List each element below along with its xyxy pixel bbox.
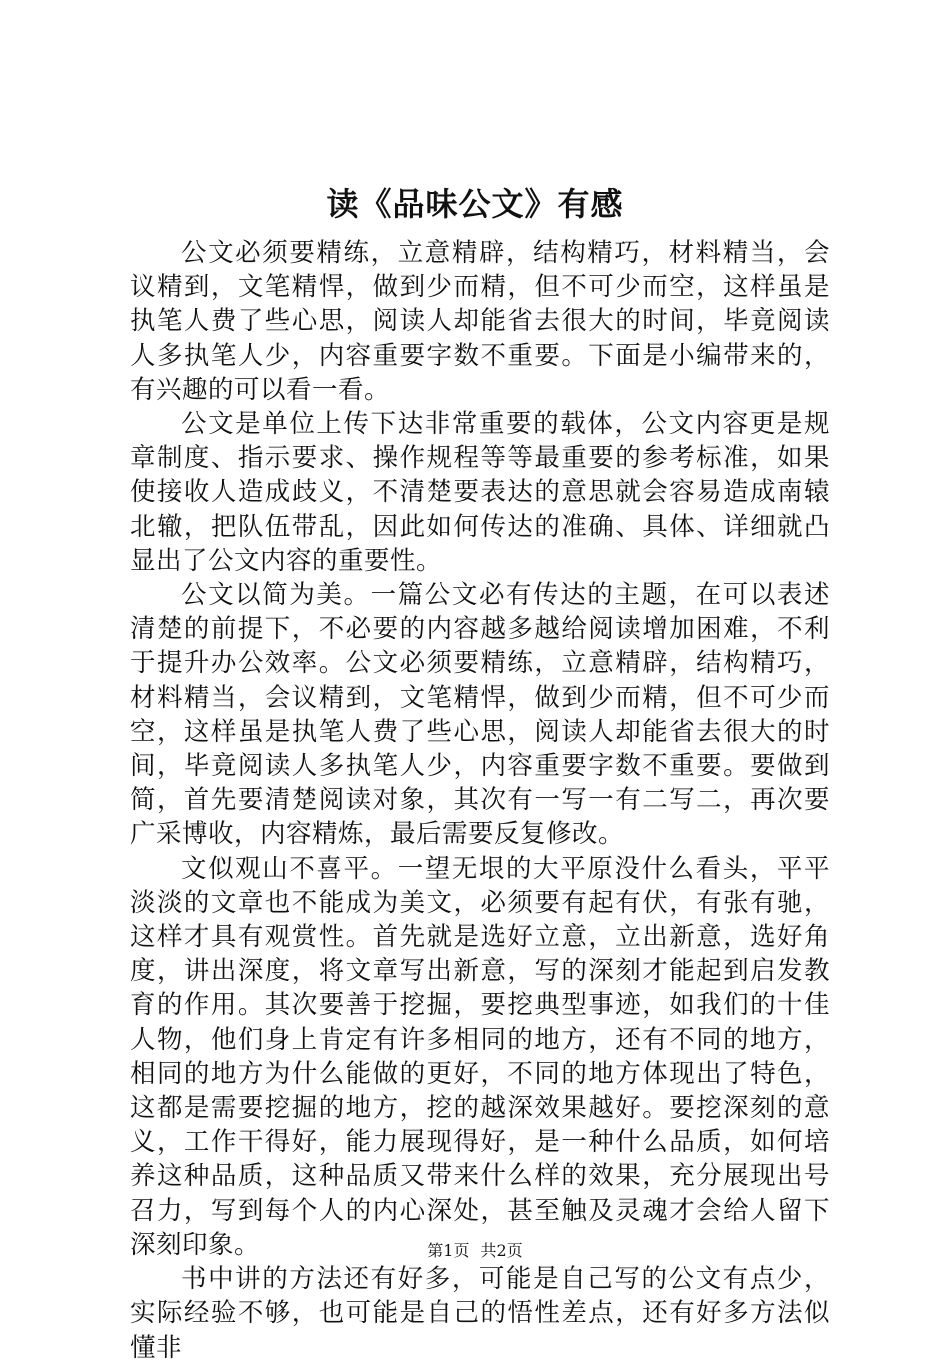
page-number: 第1页 xyxy=(427,1241,470,1260)
paragraph-1: 公文必须要精练，立意精辟，结构精巧，材料精当，会议精到，文笔精悍，做到少而精，但不可少而空，这样虽是执笔人费了些心思，阅读人却能省去很大的时间，毕竟阅读人多执笔人少，内容重要字数不重要。下面是小编带来的，有兴趣的可以看一看。 xyxy=(130,238,830,405)
paragraph-2: 公文是单位上传下达非常重要的载体，公文内容更是规章制度、指示要求、操作规程等等最重要的参考标准，如果使接收人造成歧义，不清楚要表达的意思就会容易造成南辕北辙，把队伍带乱，因此如何传达的准确、具体、详细就凸显出了公文内容的重要性。 xyxy=(130,409,830,576)
page-footer xyxy=(0,1240,950,1262)
page-title: 读《品味公文》有感 xyxy=(326,185,624,223)
paragraph-4: 文似观山不喜平。一望无垠的大平原没什么看头，平平淡淡的文章也不能成为美文，必须要有起有伏，有张有驰，这样才具有观赏性。首先就是选好立意，立出新意，选好角度，讲出深度，将文章写出新意，写的深刻才能起到启发教育的作用。其次要善于挖掘，要挖典型事迹，如我们的十佳人物，他们身上肯定有许多相同的地方，还有不同的地方，相同的地方为什么能做的更好，不同的地方体现出了特色，这都是需要挖掘的地方，挖的越深效果越好。要挖深刻的意义，工作干得好，能力展现得好，是一种什么品质，如何培养这种品质，这种品质又带来什么样的效果，充分展现出号召力，写到每个人的内心深处，甚至触及灵魂才会给人留下深刻印象。 xyxy=(130,853,830,1260)
document-body xyxy=(130,236,830,1365)
paragraph-5: 书中讲的方法还有好多，可能是自己写的公文有点少，实际经验不够，也可能是自己的悟性差点，还有好多方法似懂非 xyxy=(130,1264,830,1363)
paragraph-3: 公文以简为美。一篇公文必有传达的主题，在可以表述清楚的前提下，不必要的内容越多越给阅读增加困难，不利于提升办公效率。公文必须要精练，立意精辟，结构精巧，材料精当，会议精到，文笔精悍，做到少而精，但不可少而空，这样虽是执笔人费了些心思，阅读人却能省去很大的时间，毕竟阅读人多执笔人少，内容重要字数不重要。要做到简，首先要清楚阅读对象，其次有一写一有二写二，再次要广采博收，内容精炼，最后需要反复修改。 xyxy=(130,580,830,850)
total-pages: 共2页 xyxy=(480,1241,523,1260)
